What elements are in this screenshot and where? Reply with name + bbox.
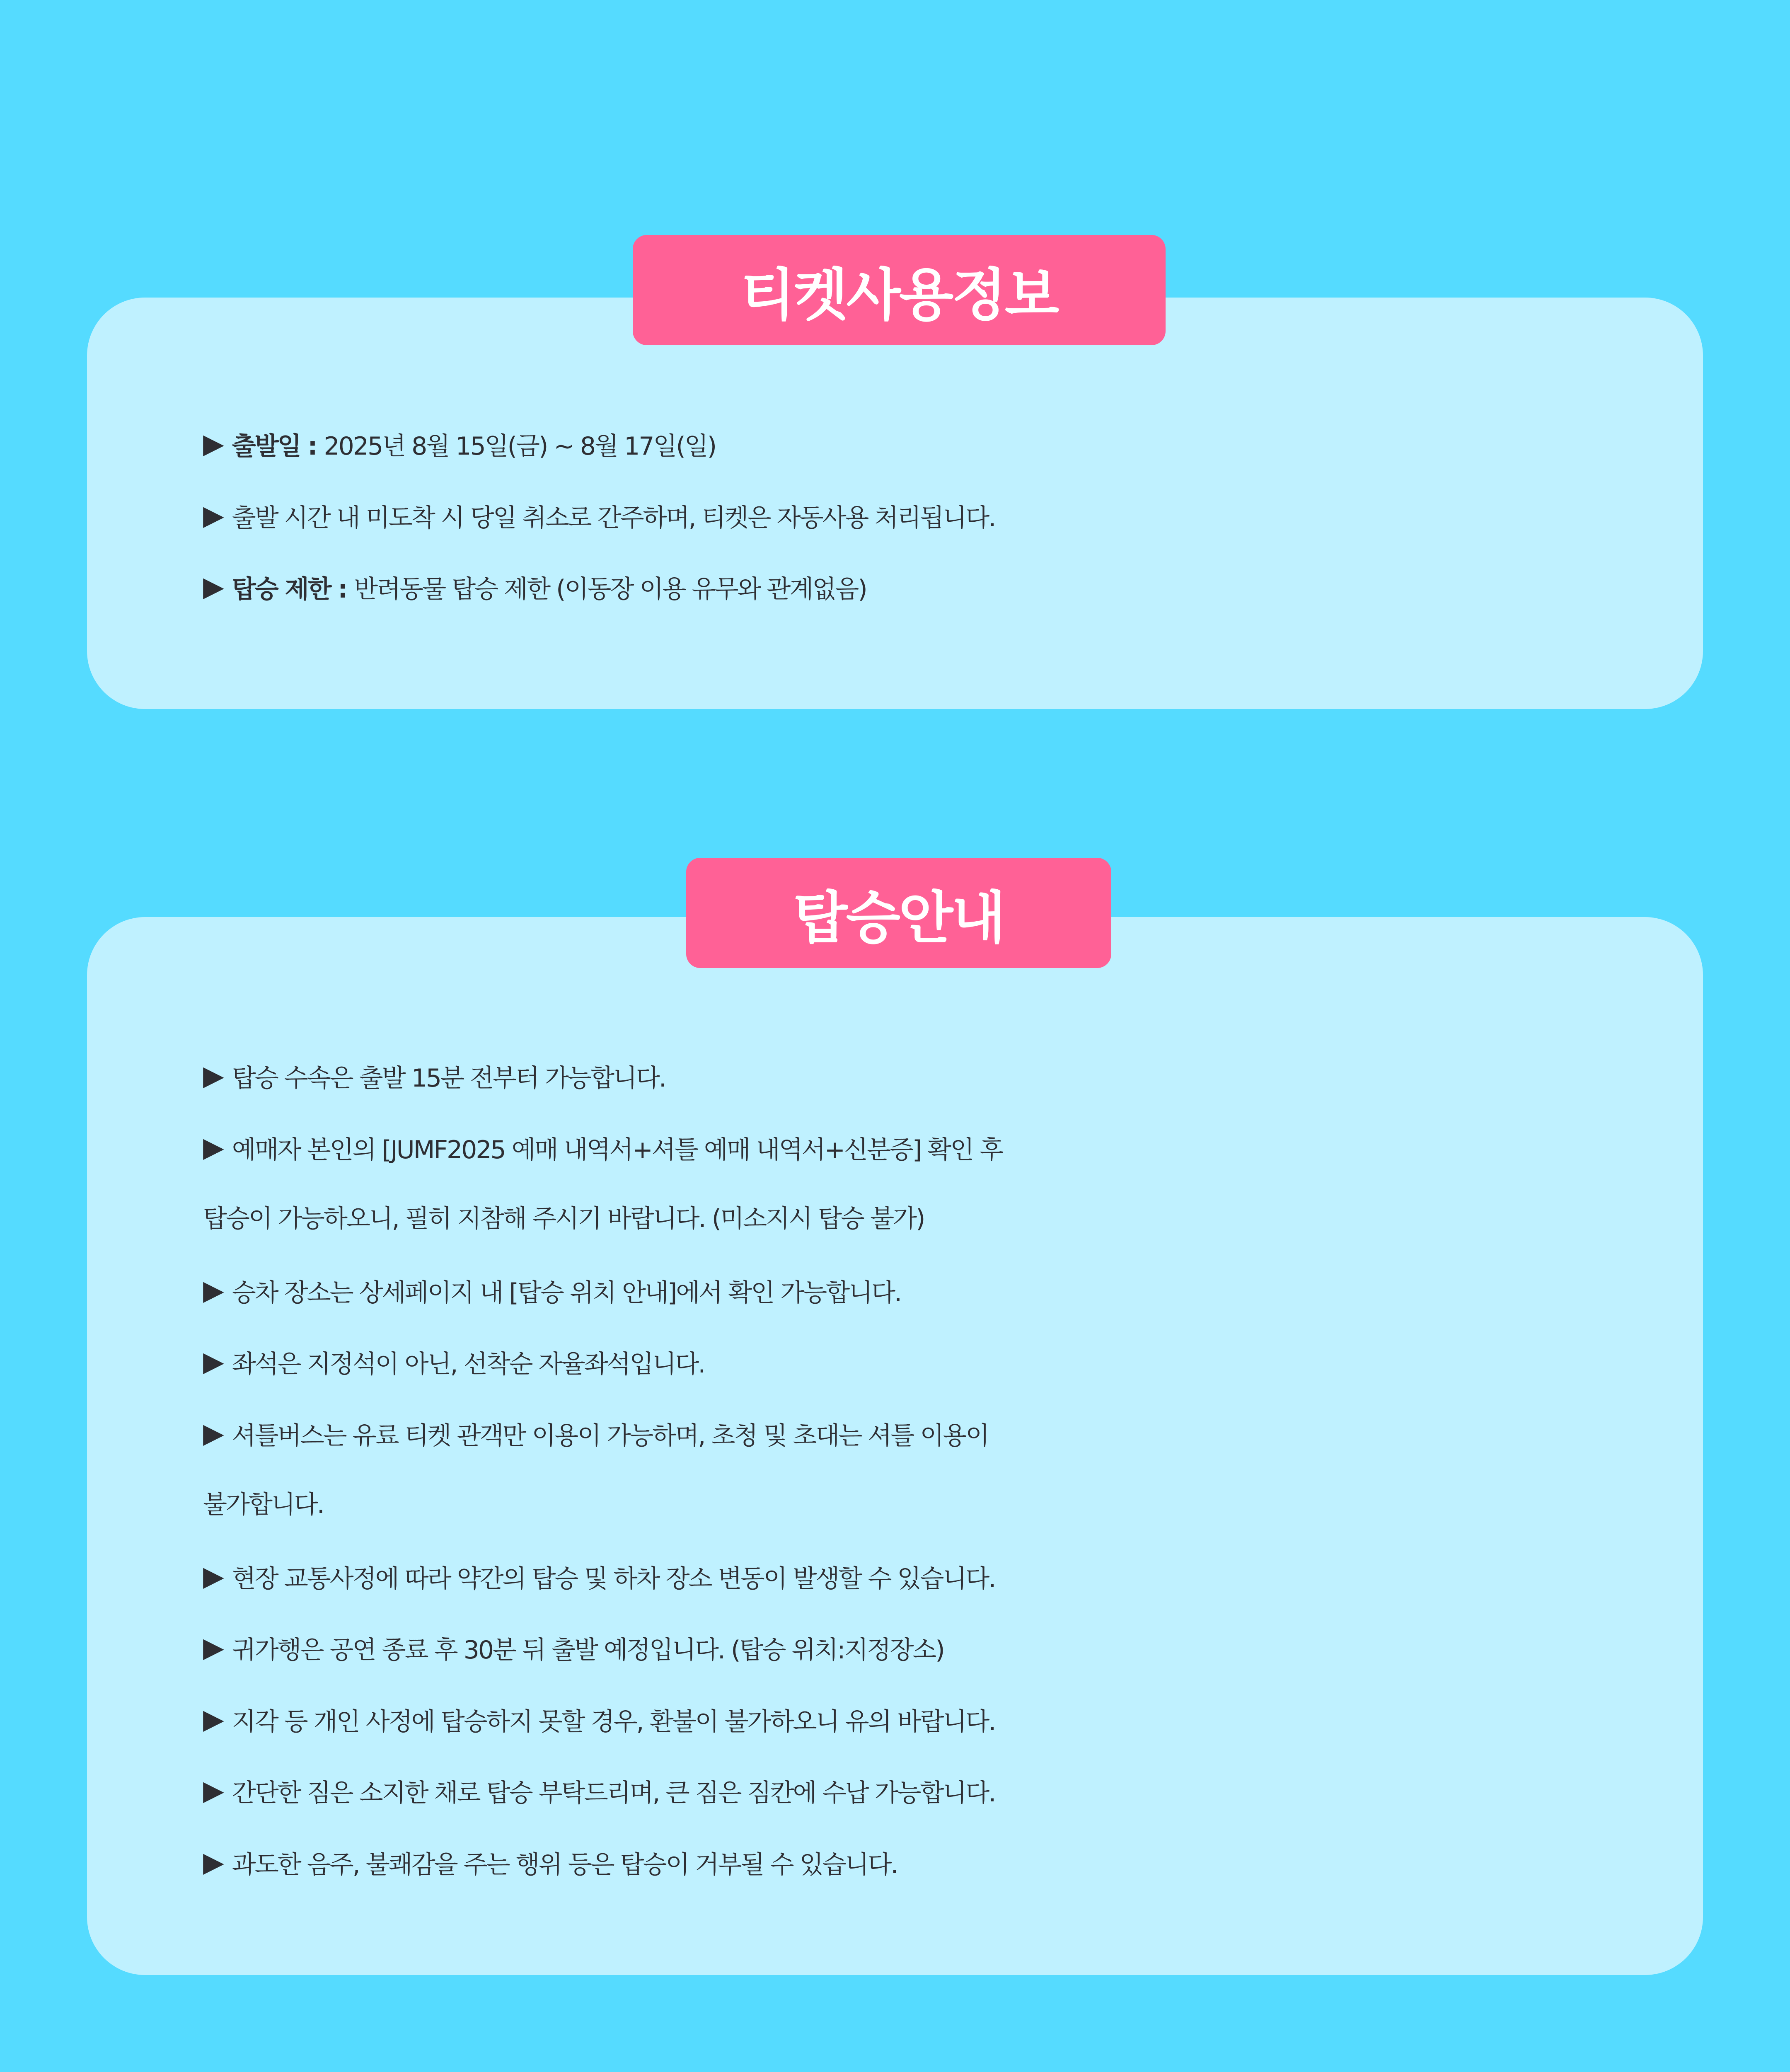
boarding-info-item bbox=[203, 1541, 1653, 1612]
boarding-info-list bbox=[203, 1040, 1653, 1898]
boarding-info-item bbox=[203, 1040, 1653, 1112]
boarding-info-text: 좌석은 지정석이 아닌, 선착순 자율좌석입니다. bbox=[232, 1350, 705, 1379]
bullet-arrow-icon: ▶ bbox=[203, 1703, 223, 1735]
bullet-arrow-icon: ▶ bbox=[203, 571, 223, 603]
boarding-restriction-label: 탑승 제한 bbox=[232, 575, 331, 604]
boarding-info-text: 승차 장소는 상세페이지 내 [탑승 위치 안내]에서 확인 가능합니다. bbox=[232, 1278, 901, 1307]
bullet-arrow-icon: ▶ bbox=[203, 1060, 223, 1092]
bullet-arrow-icon: ▶ bbox=[203, 1774, 223, 1806]
boarding-info-item bbox=[203, 1612, 1653, 1684]
boarding-info-text: 과도한 음주, 불쾌감을 주는 행위 등은 탑승이 거부될 수 있습니다. bbox=[232, 1850, 897, 1879]
boarding-info-text: 귀가행은 공연 종료 후 30분 뒤 출발 예정입니다. (탑승 위치:지정장소) bbox=[232, 1636, 944, 1665]
ticket-info-item-departure-date bbox=[203, 408, 1653, 480]
ticket-info-item-late-arrival bbox=[203, 480, 1653, 552]
boarding-info-item bbox=[203, 1112, 1653, 1184]
bullet-arrow-icon: ▶ bbox=[203, 1131, 223, 1163]
bullet-arrow-icon: ▶ bbox=[203, 1417, 223, 1449]
boarding-info-item bbox=[203, 1684, 1653, 1755]
bullet-arrow-icon: ▶ bbox=[203, 499, 223, 531]
ticket-info-item-boarding-restriction bbox=[203, 551, 1653, 623]
bullet-arrow-icon: ▶ bbox=[203, 1274, 223, 1306]
late-arrival-text: 출발 시간 내 미도착 시 당일 취소로 간주하며, 티켓은 자동사용 처리됩니다. bbox=[232, 503, 995, 533]
boarding-info-text: 간단한 짐은 소지한 채로 탑승 부탁드리며, 큰 짐은 짐칸에 수납 가능합니다. bbox=[232, 1779, 995, 1808]
boarding-info-item bbox=[203, 1255, 1653, 1326]
boarding-info-item-continuation bbox=[203, 1469, 1653, 1541]
bullet-arrow-icon: ▶ bbox=[203, 1631, 223, 1663]
boarding-info-title: 탑승안내 bbox=[686, 858, 1111, 968]
label-separator: : bbox=[300, 432, 324, 461]
boarding-restriction-value: 반려동물 탑승 제한 (이동장 이용 유무와 관계없음) bbox=[354, 575, 866, 604]
boarding-info-text: 탑승 수속은 출발 15분 전부터 가능합니다. bbox=[232, 1064, 665, 1093]
boarding-info-item-continuation bbox=[203, 1183, 1653, 1255]
bullet-arrow-icon: ▶ bbox=[203, 1846, 223, 1878]
label-separator: : bbox=[330, 575, 354, 604]
bullet-arrow-icon: ▶ bbox=[203, 428, 223, 460]
boarding-info-text: 현장 교통사정에 따라 약간의 탑승 및 하차 장소 변동이 발생할 수 있습니다. bbox=[232, 1564, 995, 1593]
boarding-info-text: 불가합니다. bbox=[203, 1490, 324, 1519]
departure-date-value: 2025년 8월 15일(금) ~ 8월 17일(일) bbox=[324, 432, 716, 461]
bullet-arrow-icon: ▶ bbox=[203, 1346, 223, 1377]
bullet-arrow-icon: ▶ bbox=[203, 1560, 223, 1592]
boarding-info-item bbox=[203, 1398, 1653, 1469]
departure-date-label: 출발일 bbox=[232, 432, 300, 461]
boarding-info-text: 지각 등 개인 사정에 탑승하지 못할 경우, 환불이 불가하오니 유의 바랍니다. bbox=[232, 1707, 995, 1736]
boarding-info-item bbox=[203, 1755, 1653, 1827]
ticket-info-title: 티켓사용정보 bbox=[633, 235, 1166, 345]
boarding-info-item bbox=[203, 1827, 1653, 1898]
ticket-info-list bbox=[203, 408, 1653, 623]
boarding-info-item bbox=[203, 1326, 1653, 1398]
boarding-info-text: 셔틀버스는 유료 티켓 관객만 이용이 가능하며, 초청 및 초대는 셔틀 이용이 bbox=[232, 1421, 989, 1450]
boarding-info-text: 탑승이 가능하오니, 필히 지참해 주시기 바랍니다. (미소지시 탑승 불가) bbox=[203, 1204, 924, 1233]
boarding-info-text: 예매자 본인의 [JUMF2025 예매 내역서+셔틀 예매 내역서+신분증] 확인 후 bbox=[232, 1135, 1003, 1164]
